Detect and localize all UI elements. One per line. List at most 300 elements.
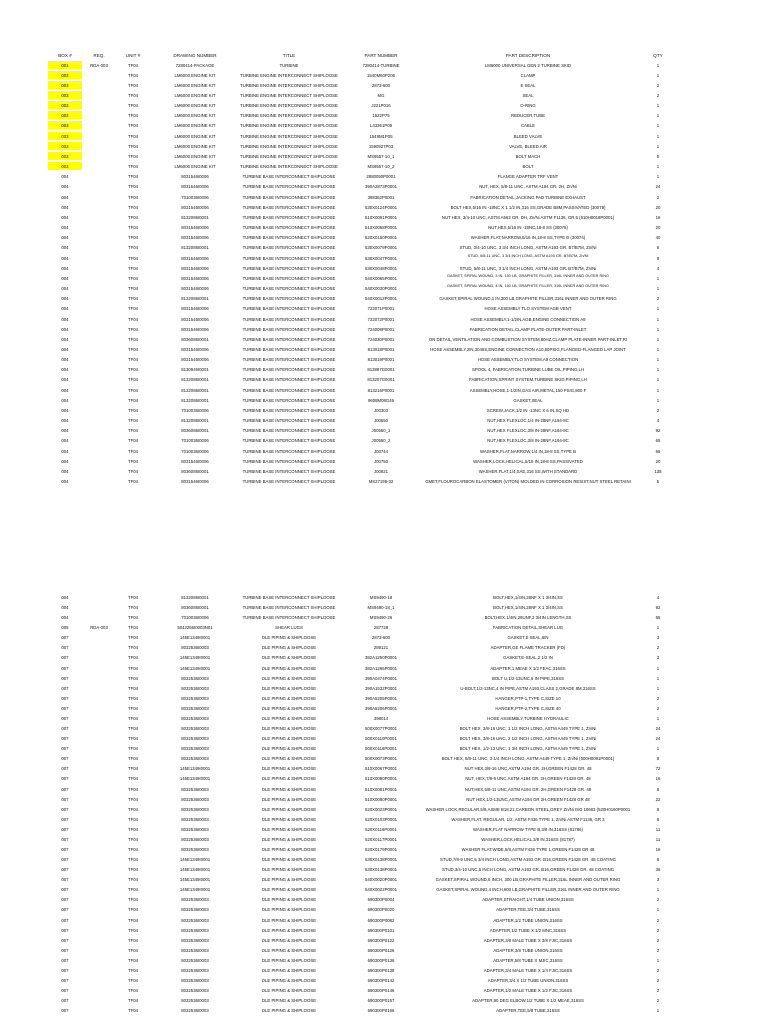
cell-title: DLE PIPING & SHIPLOOSE (261, 907, 317, 913)
cell-unit: TF04 (127, 665, 139, 671)
cell-req (82, 213, 116, 222)
cell-title: TURBINE BASE INTERCONNECT SHIPLOOSE (242, 346, 336, 352)
cell-qty: 22 (655, 796, 661, 802)
table-row (0, 467, 768, 476)
cell-qty: 20 (655, 225, 661, 231)
table-row (0, 101, 768, 110)
cell-qty: 20 (655, 458, 661, 464)
cell-qty: 2 (656, 927, 660, 933)
cell-drawing: 8032536I0003 (181, 715, 209, 721)
cell-title: TURBINE BASE INTERCONNECT SHIPLOOSE (242, 214, 336, 220)
cell-box: 007 (61, 776, 69, 782)
cell-unit: TF04 (127, 153, 139, 159)
cell-desc: NUT,HEX FLEXLOC,3/8 IN-28NF,A194-8C (487, 428, 569, 434)
cell-box: 007 (61, 726, 69, 732)
cell-part: MS27196-32 (368, 479, 394, 485)
cell-desc: BOLT MACH (515, 153, 541, 159)
cell-desc: BOLT U,1/2-13UNC,6 IN PIPE,316SS (492, 675, 564, 681)
cell-qty: 1 (656, 326, 660, 332)
cell-req (82, 467, 116, 476)
cell-drawing: 8032536I0003 (181, 695, 209, 701)
cell-desc: FABRICATION,SPRINT SYSTEM,TURBINE SKID,PIPING,LH (469, 377, 587, 383)
cell-unit: TF04 (127, 1008, 139, 1014)
cell-qty: 11 (655, 826, 661, 832)
cell-desc: WASHER,FLAT, REGULAR, 1/2, ASTM F436 TYPE 1, Zn/Ni ASTM F1136, GR 3 (451, 816, 605, 822)
cell-qty: 1 (656, 957, 660, 963)
table-row (0, 71, 768, 80)
cell-title: TURBINE BASE INTERCONNECT SHIPLOOSE (242, 275, 336, 281)
cell-req (82, 593, 116, 602)
cell-unit: TF04 (127, 736, 139, 742)
cell-unit: TF04 (127, 225, 139, 231)
cell-req (82, 416, 116, 425)
cell-drawing: 145E1349I0001 (179, 776, 211, 782)
cell-qty: 1 (656, 367, 660, 373)
cell-box: 003 (48, 111, 82, 119)
cell-part: 500X0116P0001 (365, 746, 397, 752)
cell-req (82, 335, 116, 344)
cell-drawing: 5042266I0003N01 (177, 625, 213, 631)
cell-title: DLE PIPING & SHIPLOOSE (261, 766, 317, 772)
table-row (0, 845, 768, 854)
cell-req (82, 152, 116, 161)
cell-box: 001 (48, 61, 82, 69)
cell-box: 007 (61, 917, 69, 923)
cell-part: 2873-600 (371, 635, 391, 641)
cell-req (82, 734, 116, 743)
table-row (0, 315, 768, 324)
cell-part: 520X0179P0001 (364, 847, 398, 852)
cell-drawing: 8032536I0003 (181, 947, 209, 953)
cell-title: DLE PIPING & SHIPLOOSE (261, 1008, 317, 1014)
cell-req (82, 396, 116, 405)
cell-qty: 24 (655, 184, 661, 190)
cell-part: 690300P0101 (367, 927, 395, 933)
cell-drawing: 8032536I0003 (181, 796, 209, 802)
cell-drawing: 7010036I0006 (181, 615, 209, 621)
cell-req (82, 91, 116, 100)
table-row (0, 996, 768, 1005)
cell-desc: GASKET, SPIRAL WOUND, 4 IN, 150 LB, GRAPHITE FILLER, 316L INNER AND OUTER RING (447, 284, 609, 289)
cell-part: 722071P0001 (367, 306, 395, 312)
cell-part: 382A1250P0001 (364, 655, 398, 661)
table-row (0, 375, 768, 384)
cell-qty: 1 (656, 887, 660, 893)
table-row (0, 426, 768, 435)
cell-req (82, 684, 116, 693)
cell-req (82, 815, 116, 824)
cell-box: 007 (61, 897, 69, 903)
table-row (0, 264, 768, 273)
cell-part: 690300P0146 (367, 988, 395, 994)
cell-req (82, 406, 116, 415)
header-box: BOX # (58, 53, 72, 58)
cell-req (82, 653, 116, 662)
cell-drawing: LM6000 ENGINE KIT (174, 103, 216, 109)
cell-drawing: 8031546I0006 (181, 204, 209, 210)
cell-drawing: 8031546I0006 (181, 326, 209, 332)
cell-req (82, 264, 116, 273)
cell-box: 007 (61, 1008, 69, 1014)
cell-qty: 92 (655, 428, 661, 434)
table-row (0, 936, 768, 945)
cell-box: 007 (61, 857, 69, 863)
cell-desc: FABRICATION DETAIL,SHEAR LUG (492, 625, 564, 631)
cell-qty: 1 (656, 62, 660, 68)
cell-qty: 65 (655, 615, 661, 621)
cell-box: 004 (61, 357, 69, 363)
cell-desc: BOLT HEX, 3/8-16 UNC, 2 1/2 INCH LONG, ASTM A449 TYPE 1, Zn/Ni (459, 736, 597, 742)
cell-qty: 1 (656, 286, 660, 292)
cell-part: 520X0150P0001 (364, 235, 398, 241)
cell-req (82, 674, 116, 683)
cell-desc: NUT HEX,1/2-13UNC,ASTM A194 GR 2H,GREEN F1428 GR 48 (466, 796, 590, 802)
cell-drawing: 8032536I0003 (181, 988, 209, 994)
cell-qty: 2 (656, 917, 660, 923)
cell-title: DLE PIPING & SHIPLOOSE (261, 998, 317, 1004)
cell-part: 500X0110P0001 (365, 736, 397, 742)
cell-part: 540X0065P0001 (364, 275, 398, 281)
table-row (0, 91, 768, 100)
cell-qty: 5 (656, 479, 660, 485)
cell-qty: 20 (655, 204, 661, 210)
cell-req (82, 254, 116, 263)
cell-req (82, 447, 116, 456)
cell-box: 007 (61, 715, 69, 721)
cell-box: 004 (61, 428, 69, 434)
table-row (0, 416, 768, 425)
table-row (0, 905, 768, 914)
cell-desc: WASHER FLAT,WIDE,5/8,ASTM F436 TYPE 1,GREEN F1428 GR 48 (461, 847, 595, 852)
cell-part: 2873-600 (371, 82, 391, 88)
cell-desc: ASSEMBLY,HOSE,1-1/2IN,GAS AIR,METAL,150 PSIG,800 F (469, 387, 587, 393)
cell-unit: TF04 (127, 245, 139, 251)
cell-desc: NUT,HEX FLEXLOC,3/8 IN-28NF,A194-8C (487, 438, 569, 444)
cell-part: 690300P0166 (367, 1008, 395, 1014)
cell-title: DLE PIPING & SHIPLOOSE (261, 836, 317, 842)
cell-desc: ADAPTER,TEE,3/4 TUBE,316SS (496, 907, 560, 913)
cell-qty: 1 (656, 685, 660, 691)
cell-title: TURBINE BASE INTERCONNECT SHIPLOOSE (242, 367, 336, 373)
cell-drawing: 8031546I0006 (181, 225, 209, 231)
cell-unit: TF04 (127, 947, 139, 953)
cell-desc: STUD, 5/8-11 UNC, 3 3/4 INCH LONG, ASTM A193 GR. B7/B7M, Zn/Ni (467, 253, 589, 258)
cell-unit: TF04 (127, 235, 139, 241)
table-row (0, 294, 768, 303)
cell-part: 1590927P03 (368, 143, 394, 149)
table-row (0, 825, 768, 834)
cell-title: DLE PIPING & SHIPLOOSE (261, 867, 317, 873)
cell-desc: STUD, 3/4-10 UNC, 3 3/4 INCH LONG, ASTM A193 GR. B7/B7M, Zn/Ni (459, 245, 597, 251)
cell-req (82, 436, 116, 445)
cell-title: DLE PIPING & SHIPLOOSE (261, 877, 317, 883)
cell-part: J00303 (373, 407, 389, 413)
cell-part: 510X0080P0001 (364, 796, 398, 802)
cell-title: DLE PIPING & SHIPLOOSE (261, 796, 317, 802)
cell-part: 813887G0001 (367, 367, 395, 373)
cell-req (82, 744, 116, 753)
cell-drawing: LM6000 ENGINE KIT (174, 164, 216, 170)
cell-drawing: 8031546I0006 (181, 265, 209, 271)
cell-unit: TF04 (127, 164, 139, 170)
cell-drawing: 8032536I0003 (181, 957, 209, 963)
cell-drawing: 7010036I0006 (181, 407, 209, 413)
cell-unit: TF04 (127, 806, 139, 812)
cell-drawing: 7010036I0006 (181, 448, 209, 454)
table-row (0, 966, 768, 975)
cell-unit: TF04 (127, 635, 139, 641)
cell-unit: TF04 (127, 615, 139, 621)
cell-title: DLE PIPING & SHIPLOOSE (261, 715, 317, 721)
cell-drawing: 8032536I0003 (181, 937, 209, 943)
cell-part: J221P016 (371, 103, 391, 109)
table-row (0, 132, 768, 141)
cell-drawing: 145E1349I0001 (179, 665, 211, 671)
cell-unit: TF04 (127, 897, 139, 903)
cell-desc: GASKET,E-SEAL,2 1/2 IN (503, 655, 553, 661)
cell-part: 690300P0020 (367, 907, 395, 913)
cell-drawing: 8032536I0003 (181, 675, 209, 681)
cell-qty: 2 (656, 978, 660, 984)
cell-box: 007 (61, 736, 69, 742)
table-row (0, 704, 768, 713)
cell-title: TURBINE BASE INTERCONNECT SHIPLOOSE (242, 377, 336, 383)
cell-req (82, 375, 116, 384)
cell-req (82, 284, 116, 293)
table-row (0, 774, 768, 783)
cell-desc: NUT HEX,3/8-16 UNC,ASTM A194 GR. 2H,GREEN F1428 GR. 48 (464, 766, 592, 772)
cell-box: 004 (61, 194, 69, 200)
cell-req (82, 457, 116, 466)
table-row (0, 121, 768, 130)
cell-unit: TF04 (127, 184, 139, 190)
table-row (0, 162, 768, 171)
cell-drawing: LM6000 ENGINE KIT (174, 113, 216, 119)
table-row (0, 946, 768, 955)
cell-qty: 138 (654, 468, 662, 474)
cell-req (82, 142, 116, 151)
cell-desc: GASKET,E SEAL,6IN (507, 635, 549, 641)
cell-qty: 1 (656, 377, 660, 383)
cell-drawing: 8036086I0001 (181, 468, 209, 474)
cell-title: TURBINE BASE INTERCONNECT SHIPLOOSE (242, 286, 336, 292)
cell-qty: 4 (656, 595, 660, 600)
cell-qty: 1 (656, 397, 660, 403)
cell-title: DLE PIPING & SHIPLOOSE (261, 635, 317, 641)
cell-unit: TF04 (127, 756, 139, 762)
cell-box: 007 (61, 766, 69, 772)
cell-req (82, 315, 116, 324)
cell-unit: TF04 (127, 595, 139, 600)
cell-desc: WASHER,FLAT,NARROW,5/16 IN,18-8 SS,TYPE B (30074) (470, 235, 586, 241)
cell-box: 003 (48, 91, 82, 99)
cell-req (82, 956, 116, 965)
cell-req (82, 294, 116, 303)
cell-desc: NUT, HEX,7/8-9 UNC,ASTM A194 GR. 2H,GREEN F1428 GR. 48 (465, 776, 591, 782)
cell-part: 530X0138P0001 (364, 857, 398, 863)
cell-box: 004 (61, 438, 69, 444)
table-row (0, 805, 768, 814)
cell-title: SHEAR LUGS (275, 625, 303, 631)
cell-req (82, 895, 116, 904)
cell-box: 007 (61, 796, 69, 802)
cell-desc: GASKET, SPIRAL WOUND, 3 IN, 150 LB, GRAPHITE FILLER, 316L INNER AND OUTER RING (447, 273, 609, 278)
cell-req (82, 81, 116, 90)
cell-req (82, 825, 116, 834)
table-row (0, 653, 768, 662)
table-row (0, 386, 768, 395)
cell-unit: TF04 (127, 479, 139, 485)
cell-qty: 8 (656, 786, 660, 792)
cell-req (82, 162, 116, 171)
cell-box: 007 (61, 675, 69, 681)
cell-unit: TF04 (127, 357, 139, 363)
cell-drawing: 8032536I0003 (181, 645, 209, 651)
cell-box: 003 (48, 162, 82, 170)
cell-req (82, 805, 116, 814)
cell-part: 382A1265P0001 (364, 665, 398, 671)
cell-req (82, 845, 116, 854)
cell-unit: TF04 (127, 275, 139, 281)
cell-box: 003 (48, 132, 82, 140)
cell-part: 510X0058P0001 (364, 225, 398, 231)
cell-part: 289121 (373, 645, 389, 651)
cell-title: TURBINE BASE INTERCONNECT SHIPLOOSE (242, 479, 336, 485)
cell-req (82, 132, 116, 141)
cell-unit: TF04 (127, 336, 139, 342)
cell-desc: STUD,7/8-9 UNC,5 3/4 INCH LONG,ASTM A193 GR. B16,GREEN F1428 GR. 48 COATING (440, 857, 616, 863)
cell-title: TURBINE BASE INTERCONNECT SHIPLOOSE (242, 235, 336, 241)
cell-part: 398014 (373, 715, 389, 721)
cell-box: 003 (48, 121, 82, 129)
cell-box: 003 (48, 81, 82, 89)
cell-unit: TF04 (127, 367, 139, 373)
table-row (0, 203, 768, 212)
cell-req (82, 233, 116, 242)
cell-desc: HOSE ASSEMBLY,TURBINE HYDRAULIC (487, 715, 569, 721)
cell-part: 724030P0001 (367, 336, 395, 342)
cell-unit: TF04 (127, 776, 139, 782)
cell-req (82, 426, 116, 435)
cell-desc: ADAPTER,3/8 MALE TUBE X 3/8 FJIC,316SS (483, 937, 573, 943)
cell-req (82, 1006, 116, 1015)
cell-desc: WASHER,FLAT NARROW TYPE B,3/8 IN,316SS (81786) (473, 826, 583, 832)
cell-desc: HOSE ASSEMBLY TLO SYSTEM AGB VENT (484, 306, 572, 312)
cell-req (82, 885, 116, 894)
cell-box: 007 (61, 695, 69, 701)
cell-qty: 2 (656, 705, 660, 711)
cell-req (82, 325, 116, 334)
cell-unit: TF04 (127, 265, 139, 271)
cell-drawing: 8031546I0006 (181, 286, 209, 292)
table-row (0, 764, 768, 773)
cell-box: 007 (61, 756, 69, 762)
cell-title: TURBINE BASE INTERCONNECT SHIPLOOSE (242, 448, 336, 454)
cell-drawing: LM6000 ENGINE KIT (174, 92, 216, 98)
cell-box: 004 (61, 275, 69, 281)
table-row (0, 674, 768, 683)
table-row (0, 633, 768, 642)
cell-desc: ADAPTER,1/2 TUBE UNION,316SS (493, 917, 563, 923)
cell-box: 007 (61, 877, 69, 883)
cell-title: DLE PIPING & SHIPLOOSE (261, 927, 317, 933)
cell-part: 690300P0004 (367, 897, 395, 903)
cell-qty: 1 (656, 164, 660, 170)
cell-title: TURBINE BASE INTERCONNECT SHIPLOOSE (242, 204, 336, 210)
cell-qty: 11 (655, 836, 661, 842)
table-row (0, 193, 768, 202)
cell-title: TURBINE BASE INTERCONNECT SHIPLOOSE (242, 428, 336, 434)
cell-qty: 1 (656, 746, 660, 752)
cell-unit: TF04 (127, 917, 139, 923)
cell-box: 004 (61, 367, 69, 373)
cell-box: 007 (61, 988, 69, 994)
cell-unit: TF04 (127, 204, 139, 210)
table-row (0, 304, 768, 313)
cell-req (82, 182, 116, 191)
cell-unit: TF04 (127, 123, 139, 129)
cell-qty: 2 (656, 988, 660, 994)
cell-drawing: 8032536I0003 (181, 967, 209, 973)
cell-unit: TF04 (127, 685, 139, 691)
cell-drawing: 8032536I0003 (181, 826, 209, 832)
cell-desc: CABLE (520, 123, 536, 129)
cell-part: MS9490-18 (369, 595, 393, 600)
cell-desc: GMET,FLOUROCARBON ELASTOMER (VITON) MOLDED IN CORROSION RESIST,NUT STEEL RETAINI (425, 479, 631, 485)
cell-box: 003 (48, 142, 82, 150)
cell-req (82, 101, 116, 110)
cell-req (82, 774, 116, 783)
cell-qty: 1 (656, 665, 660, 671)
table-row (0, 754, 768, 763)
cell-drawing: 8031546I0006 (181, 346, 209, 352)
cell-unit: TF04 (127, 468, 139, 474)
cell-qty: 1 (656, 357, 660, 363)
cell-box: 003 (48, 101, 82, 109)
cell-drawing: 8032536I0003 (181, 897, 209, 903)
table-row (0, 875, 768, 884)
cell-desc: BOLT,HEX,1/4IN,28UNF,2 3/4IN LENGTH,SS (484, 615, 572, 621)
cell-part: 1540M60P206 (367, 72, 395, 78)
cell-desc: NUT HEX, 3/4-10 UNC, ASTM A563 GR. DH, Zn/Ni ASTM F1136, GR.5 (510H0018P0001) (441, 214, 615, 220)
cell-unit: TF04 (127, 296, 139, 302)
cell-qty: 8 (656, 857, 660, 863)
cell-qty: 4 (656, 418, 660, 424)
cell-drawing: 145E1349I0001 (179, 655, 211, 661)
cell-title: TURBINE BASE INTERCONNECT SHIPLOOSE (242, 326, 336, 332)
cell-unit: TF04 (127, 326, 139, 332)
cell-part: 540X0030P0001 (364, 286, 398, 292)
table-row (0, 172, 768, 181)
cell-qty: 2 (656, 947, 660, 953)
cell-drawing: 8036086I0001 (181, 428, 209, 434)
cell-part: 2880050P0001 (366, 174, 396, 180)
cell-part: 530X0079P0001 (364, 245, 398, 251)
cell-drawing: 8031546I0006 (181, 316, 209, 322)
cell-desc: NUT,HEX,5/8-11 UNC,ASTM A194 GR. 2H,GREEN F1428 GR. 48 (464, 786, 592, 792)
cell-box: 007 (61, 665, 69, 671)
cell-req (82, 986, 116, 995)
cell-qty: 2 (656, 967, 660, 973)
table-row (0, 623, 768, 632)
cell-title: TURBINE BASE INTERCONNECT SHIPLOOSE (242, 468, 336, 474)
cell-title: DLE PIPING & SHIPLOOSE (261, 937, 317, 943)
cell-title: TURBINE BASE INTERCONNECT SHIPLOOSE (242, 245, 336, 251)
cell-unit: TF04 (127, 316, 139, 322)
cell-qty: 1 (656, 907, 660, 913)
cell-part: 690300P0157 (367, 998, 395, 1004)
table-row (0, 956, 768, 965)
